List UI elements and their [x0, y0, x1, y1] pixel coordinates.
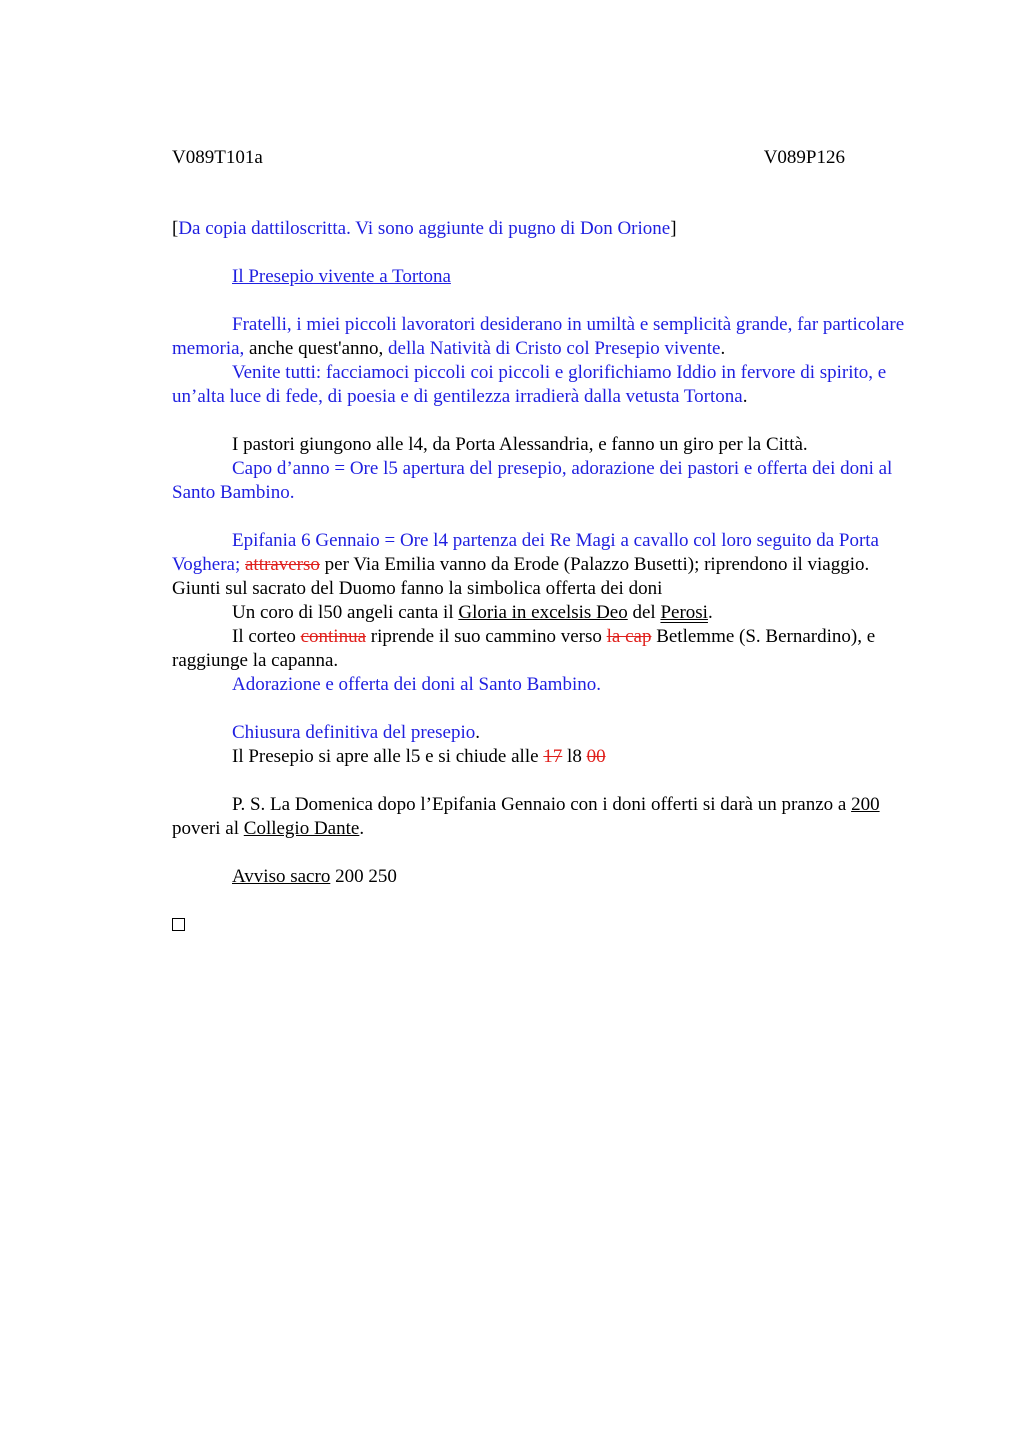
capodanno-paragraph: [172, 457, 920, 505]
note-open-bracket: [: [172, 218, 179, 239]
chiusura-end: .: [475, 722, 480, 743]
corteo-text-c: Betlemme (S. Bernardino), e raggiunge la capanna.: [172, 626, 876, 671]
deleted-word-la-cap: la cap: [606, 626, 652, 647]
deleted-word-continua: continua: [300, 626, 367, 647]
ps-text-b: poveri al: [172, 818, 244, 839]
avviso-numbers: 200 250: [330, 866, 397, 887]
checkbox-icon: [172, 918, 185, 931]
corteo-paragraph: [172, 625, 920, 673]
corteo-text-a: Il corteo: [232, 626, 301, 647]
intro-p1-end: .: [720, 338, 726, 359]
epifania-paragraph: [172, 529, 920, 601]
end-marker-row: [172, 913, 920, 937]
capodanno-text: Capo d’anno = Ore l5 apertura del presepio, adorazione dei pastori e offerta dei doni al Santo Bambino.: [172, 458, 893, 503]
adorazione-text: Adorazione e offerta dei doni al Santo Bambino.: [232, 674, 601, 695]
intro-p2-end: .: [742, 386, 748, 407]
coro-text-a: Un coro di l50 angeli canta il: [232, 602, 459, 623]
corteo-text-b: riprende il suo cammino verso: [366, 626, 607, 647]
coro-end: .: [707, 602, 713, 623]
epifania-rest-text: per Via Emilia vanno da Erode (Palazzo Busetti); riprendono il viaggio. Giunti sul sacrato del Duomo fanno la simbolica offerta dei doni: [172, 554, 870, 599]
ps-number-200: 200: [851, 794, 880, 815]
ps-paragraph: [172, 793, 920, 841]
intro-p1-black: anche quest'anno,: [244, 338, 389, 359]
avviso-label: Avviso sacro: [232, 866, 331, 887]
title-text: Il Presepio vivente a Tortona: [232, 266, 451, 287]
page-header: [172, 146, 845, 170]
perosi-name: Perosi: [660, 602, 708, 623]
deleted-number-17: 17: [543, 746, 563, 767]
ps-end: .: [359, 818, 365, 839]
chiusura-paragraph: [172, 721, 920, 745]
pastori-paragraph: I pastori giungono alle l4, da Porta Alessandria, e fanno un giro per la Città.: [232, 434, 808, 455]
intro-p1-blue-b: della Natività di Cristo col Presepio vivente: [388, 338, 721, 359]
adorazione-paragraph: [172, 673, 920, 697]
note-close-bracket: ]: [670, 218, 677, 239]
document-title: [172, 265, 920, 289]
ps-text-a: P. S. La Domenica dopo l’Epifania Gennaio con i doni offerti si darà un pranzo a: [232, 794, 852, 815]
collegio-dante: Collegio Dante: [243, 818, 360, 839]
orari-paragraph: [172, 745, 920, 769]
intro-p1-blue-a: Fratelli, i miei piccoli lavoratori desiderano in umiltà e semplicità grande, far particolare memoria,: [172, 314, 905, 359]
editorial-note: [172, 217, 920, 241]
epifania-blue-text: Epifania 6 Gennaio = Ore l4 partenza dei Re Magi a cavallo col loro seguito da Porta Voghera;: [172, 530, 879, 575]
document-body: [172, 217, 920, 937]
coro-paragraph: [172, 601, 920, 625]
avviso-paragraph: [172, 865, 920, 889]
chiusura-text: Chiusura definitiva del presepio: [232, 722, 476, 743]
intro-paragraph-2: [172, 361, 920, 409]
orari-text-a: Il Presepio si apre alle l5 e si chiude alle: [232, 746, 544, 767]
deleted-number-00: 00: [586, 746, 606, 767]
document-code-left: V089T101a: [172, 147, 263, 168]
intro-p2-blue: Venite tutti: facciamoci piccoli coi piccoli e glorifichiamo Iddio in fervore di spirito, e un’alta luce di fede, di poesia e di gentilezza irradierà dalla vetusta Tortona: [172, 362, 887, 407]
coro-text-b: del: [627, 602, 661, 623]
intro-paragraph-1: [172, 313, 920, 361]
gloria-title: Gloria in excelsis Deo: [458, 602, 628, 623]
deleted-word-attraverso: attraverso: [245, 554, 320, 575]
orari-text-b: l8: [562, 746, 587, 767]
document-code-right: V089P126: [763, 147, 845, 168]
note-text: Da copia dattiloscritta. Vi sono aggiunte di pugno di Don Orione: [178, 218, 671, 239]
